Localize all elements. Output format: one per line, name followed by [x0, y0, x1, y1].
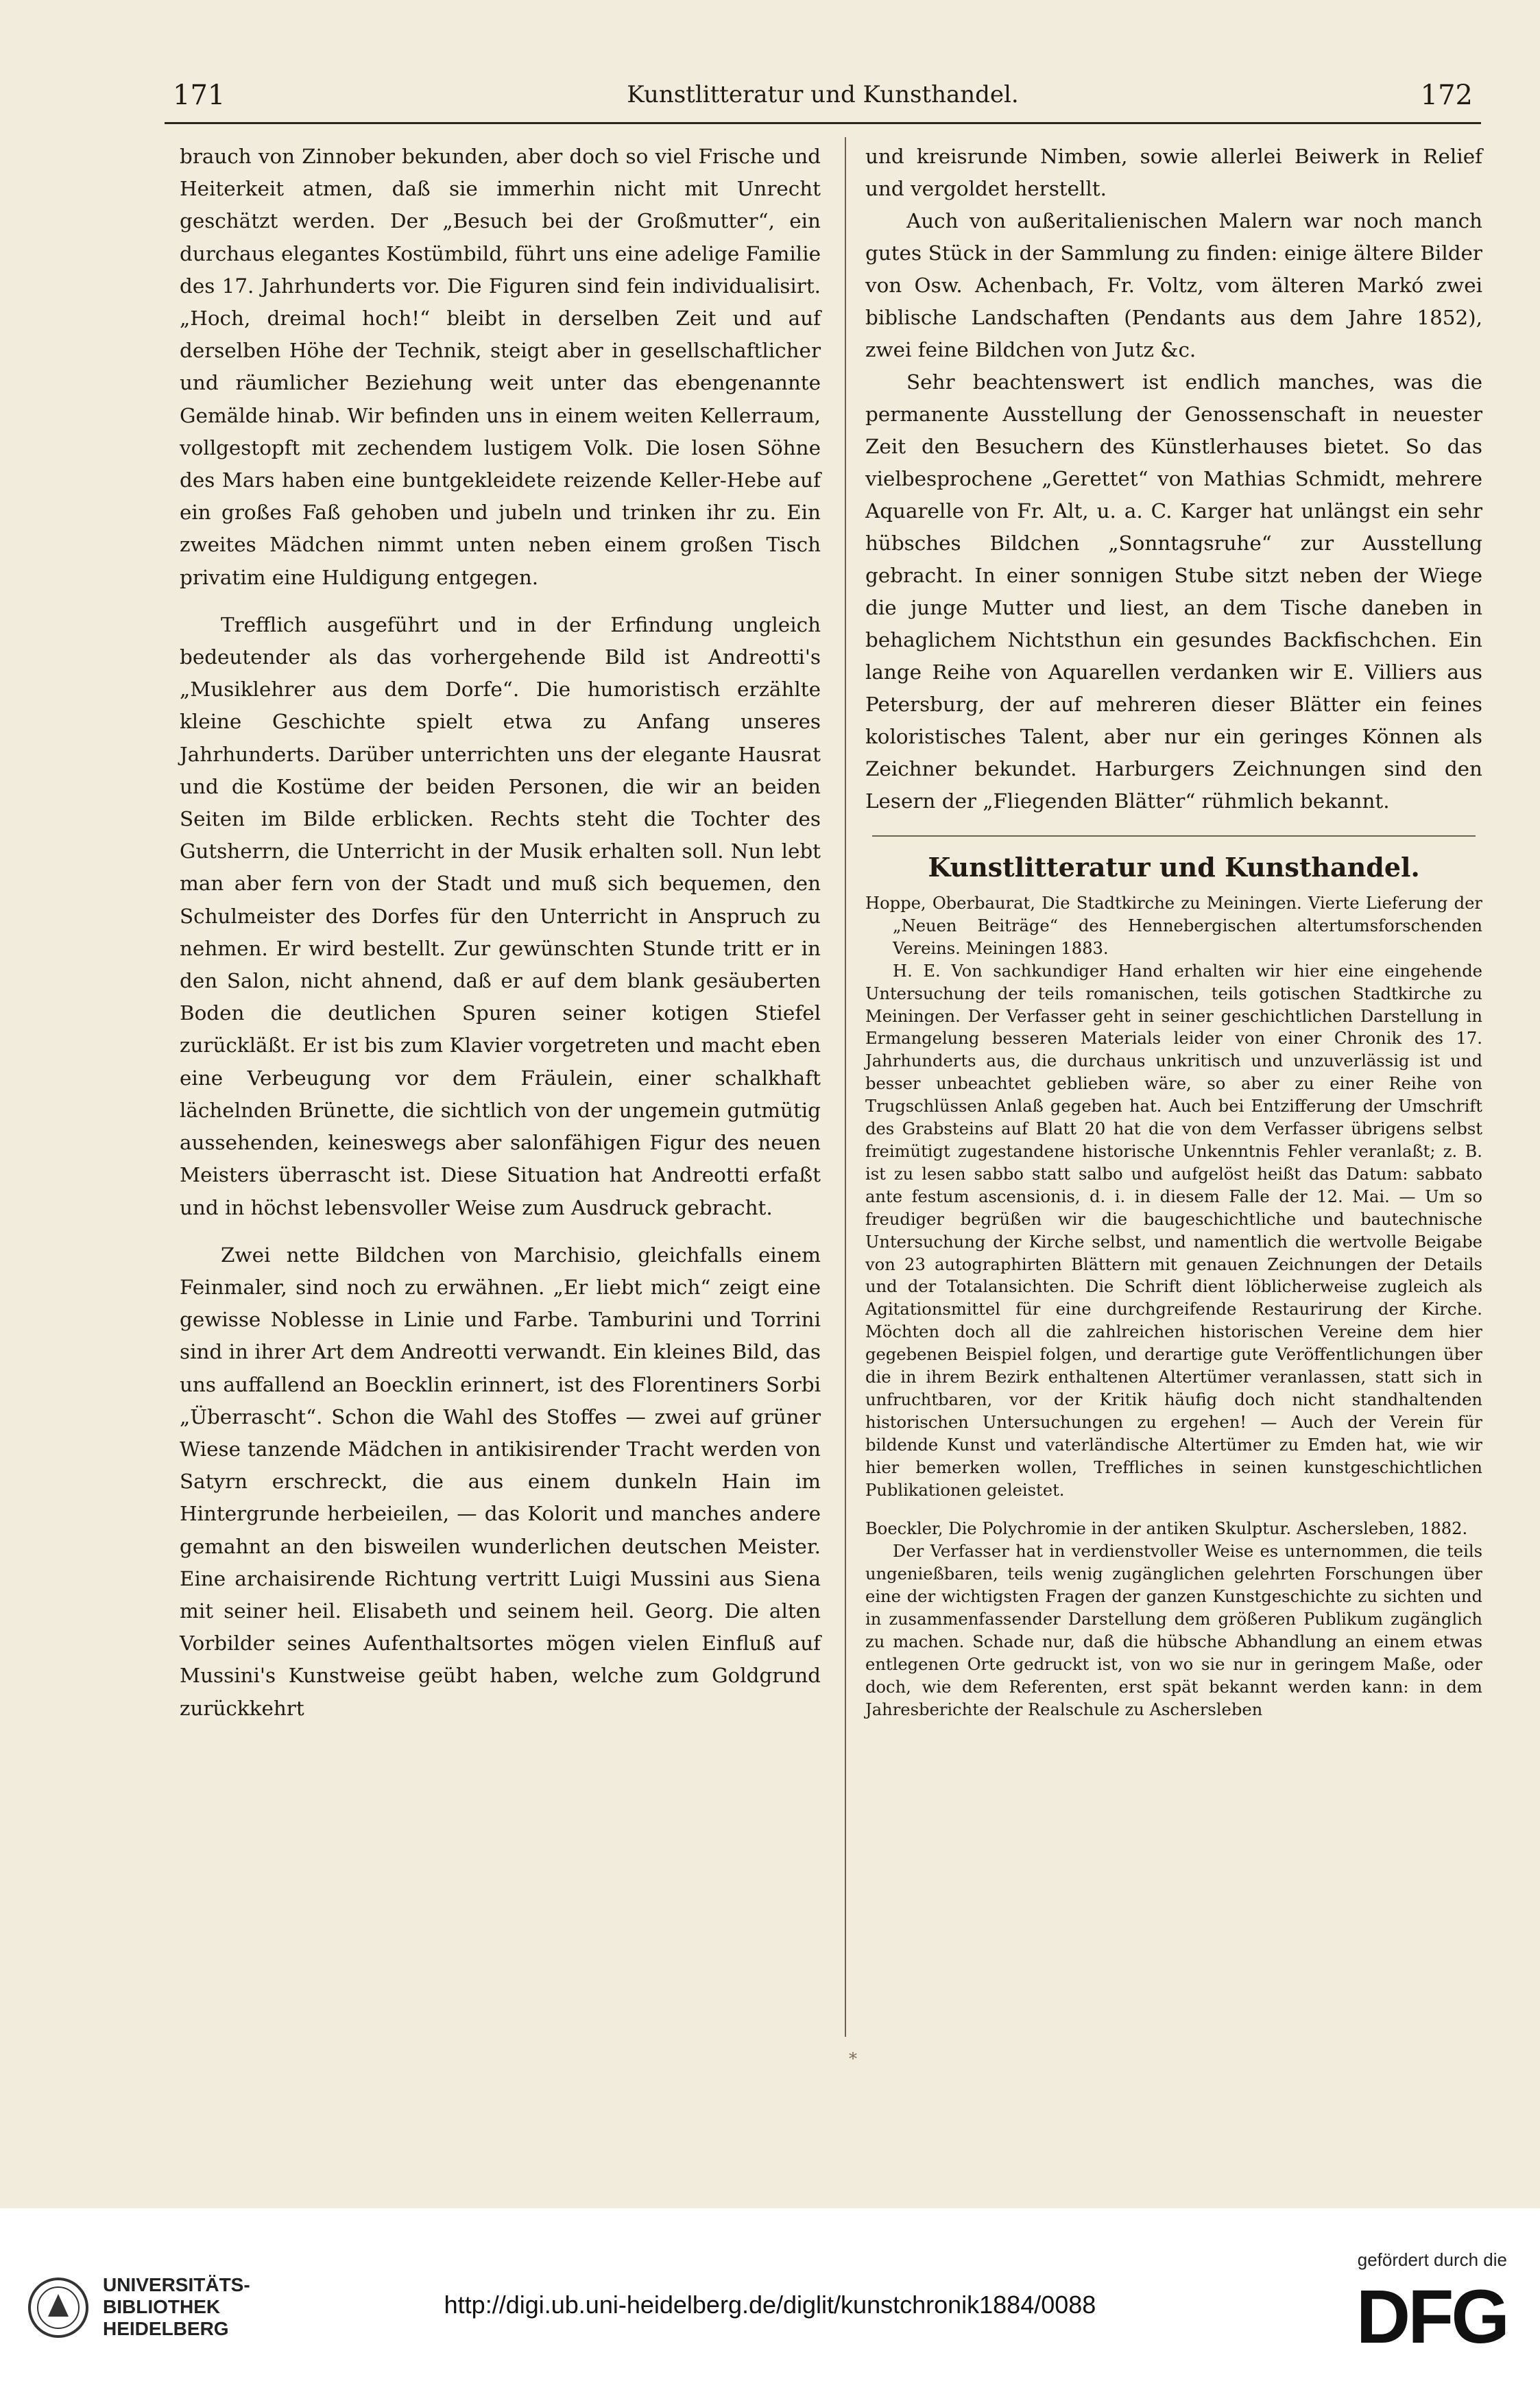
right-paragraph-3: Sehr beachtenswert ist endlich manches, was die permanente Ausstellung der Genossenschaft in neuester Zeit den Besuchern des Künstlerhauses bietet. So das vielbesprochene „Gerettet“ von Mathias Schmidt, mehrere Aquarelle von Fr. Alt, u. a. C. Karger hat unlängst ein sehr hübsches Bildchen „Sonntagsruhe“ zur Ausstellung gebracht. In einer sonnigen Stube sitzt neben der Wiege die junge Mutter und liest, an dem Tische daneben in behaglichem Nichtsthun ein gesundes Backfischchen. Ein lange Reihe von Aquarellen verdanken wir E. Villiers aus Petersburg, der auf mehreren dieser Blätter ein feines koloristisches Talent, aber nur ein geringes Können als Zeichner bekundet. Harburgers Zeichnungen sind den Lesern der „Fliegenden Blätter“ rühmlich bekannt.: [865, 370, 1482, 813]
running-head: [165, 74, 1481, 115]
right-paragraph-2: Auch von außeritalienischen Malern war noch manch gutes Stück in der Sammlung zu finden: einige ältere Bilder von Osw. Achenbach, Fr. Voltz, vom älteren Markó zwei biblische Landschaften (Pendants aus dem Jahre 1852), zwei feine Bildchen von Jutz &c.: [865, 209, 1482, 361]
institution-line-3: HEIDELBERG: [103, 2318, 229, 2339]
left-page-number: 171: [173, 80, 226, 111]
left-paragraph-3: Zwei nette Bildchen von Marchisio, gleichfalls einem Feinmaler, sind noch zu erwähnen. „Er liebt mich“ zeigt eine gewisse Noblesse in Linie und Farbe. Tamburini und Torrini sind in ihrer Art dem Andreotti verwandt. Ein kleines Bild, das uns auffallend an Boecklin erinnert, ist des Florentiners Sorbi „Überrascht“. Schon die Wahl des Stoffes — zwei auf grüner Wiese tanzende Mädchen in antikisirender Tracht werden von Satyrn erschreckt, die aus einem dunkeln Hain im Hintergrunde herbeieilen, — das Kolorit und manches andere gemahnt an den bisweilen wunderlichen deutschen Meister. Eine archaisirende Richtung vertritt Luigi Mussini aus Siena mit seiner heil. Elisabeth und seinem heil. Georg. Die alten Vorbilder seines Aufenthaltsortes mögen vielen Einfluß auf Mussini's Kunstweise geübt haben, welche zum Goldgrund zurückkehrt: [180, 1243, 821, 1720]
digitization-banner: [0, 2208, 1540, 2390]
left-paragraph-2: Trefflich ausgeführt und in der Erfindung ungleich bedeutender als das vorhergehende Bild ist Andreotti's „Musiklehrer aus dem Dorfe“. Die humoristisch erzählte kleine Geschichte spielt etwa zu Anfang unseres Jahrhunderts. Darüber unterrichten uns der elegante Hausrat und die Kostüme der beiden Personen, die wir an beiden Seiten im Bilde erblicken. Rechts steht die Tochter des Gutsherrn, die Unterricht in der Musik erhalten soll. Nun lebt man aber fern von der Stadt und muß sich bequemen, den Schulmeister des Dorfes für den Unterricht in Anspruch zu nehmen. Er wird bestellt. Zur gewünschten Stunde tritt er in den Salon, nicht ahnend, daß er auf dem blank gesäuberten Boden die deutlichen Spuren seiner kotigen Stiefel zurückläßt. Er ist bis zum Klavier vorgetreten und macht eben eine Verbeugung vor dem Fräulein, einer schalkhaft lächelnden Brünette, die sichtlich von der ungemein gutmütig aussehenden, keineswegs aber salonfähigen Figur des neuen Meisters überrascht ist. Diese Situation hat Andreotti erfaßt und in höchst lebensvoller Weise zum Ausdruck gebracht.: [180, 612, 821, 1219]
review-2-heading: Boeckler, Die Polychromie in der antiken Skulptur. Aschersleben, 1882.: [865, 1519, 1468, 1539]
header-rule: [165, 122, 1481, 124]
right-page-number: 172: [1420, 80, 1473, 111]
column-divider: [845, 137, 846, 2037]
section-rule: [872, 835, 1476, 837]
left-column: [180, 141, 821, 1725]
section-title: Kunstlitteratur und Kunsthandel.: [928, 852, 1420, 883]
funded-by-label: gefördert durch die: [1357, 2249, 1507, 2270]
left-paragraph-1: brauch von Zinnober bekunden, aber doch so viel Frische und Heiterkeit atmen, daß sie immerhin nicht mit Unrecht geschätzt werden. Der „Besuch bei der Großmutter“, ein durchaus elegantes Kostümbild, führt uns eine adelige Familie des 17. Jahrhunderts vor. Die Figuren sind fein individualisirt. „Hoch, dreimal hoch!“ bleibt in derselben Zeit und auf derselben Höhe der Technik, steigt aber in gesellschaftlicher und räumlicher Beziehung weit unter das ebengenannte Gemälde hinab. Wir befinden uns in einem weiten Kellerraum, vollgestopft mit zechendem lustigem Volk. Die losen Söhne des Mars haben eine buntgekleidete reizende Keller-Hebe auf ein großes Faß gehoben und jubeln und trinken ihr zu. Ein zweites Mädchen nimmt unten neben einem großen Tisch privatim eine Huldigung entgegen.: [180, 145, 821, 589]
signature-mark: *: [849, 2049, 857, 2068]
institution-line-1: UNIVERSITÄTS-: [103, 2274, 250, 2295]
right-paragraph-1: und kreisrunde Nimben, sowie allerlei Beiwerk in Relief und vergoldet herstellt.: [865, 145, 1482, 200]
review-gap: [865, 1501, 1482, 1518]
right-column: [865, 141, 1482, 1721]
source-url-link[interactable]: http://digi.ub.uni-heidelberg.de/diglit/kunstchronik1884/0088: [444, 2291, 1096, 2319]
review-2-body: Der Verfasser hat in verdienstvoller Weise es unternommen, die teils ungenießbaren, teils wenig zugänglichen gelehrten Forschungen über eine der wichtigsten Fragen der ganzen Kunstgeschichte zu sichten und in zusammenfassender Darstellung dem größeren Publikum zugänglich zu machen. Schade nur, daß die hübsche Abhandlung an einem etwas entlegenen Orte gedruckt ist, von wo sie nur in geringem Maße, oder doch, wie dem Referenten, erst spät bekannt werden kann: in dem Jahresberichte der Realschule zu Aschersleben: [865, 1542, 1482, 1719]
running-head-title: Kunstlitteratur und Kunsthandel.: [627, 81, 1019, 108]
dfg-logo: DFG: [1356, 2275, 1507, 2359]
institution-line-2: BIBLIOTHEK: [103, 2296, 221, 2317]
review-1-body: H. E. Von sachkundiger Hand erhalten wir hier eine eingehende Untersuchung der teils romanischen, teils gotischen Stadtkirche zu Meiningen. Der Verfasser geht in seiner geschichtlichen Darstellung in Ermangelung besseren Materials leider von einer Chronik des 17. Jahrhunderts aus, die durchaus unkritisch und unzuverlässig ist und besser unbeachtet geblieben wäre, so aber zu einer Reihe von Trugschlüssen Anlaß gegeben hat. Auch bei Entzifferung der Umschrift des Grabsteins auf Blatt 20 hat die von dem Verfasser übrigens selbst freimütigt zugestandene historische Unkenntnis Fehler veranlaßt; z. B. ist zu lesen sabbo statt salbo und aufgelöst heißt das Datum: sabbato ante festum ascensionis, d. i. in diesem Falle der 12. Mai. — Um so freudiger begrüßen wir die baugeschichtliche und bautechnische Untersuchung der Kirche selbst, und namentlich die wertvolle Beigabe von 23 autographirten Blättern mit genauen Zeichnungen der Details und der Totalansichten. Die Schrift dient löblicherweise zugleich als Agitationsmittel für eine durchgreifende Restaurirung der Kirche. Möchten doch all die zahlreichen historischen Vereine dem hier gegebenen Beispiel folgen, und derartige gute Veröffentlichungen über die in ihrem Bezirk enthaltenen Altertümer veranlassen, statt sich in unfruchtbaren, vor der Kritik häufig doch nicht standhaltenden historischen Untersuchungen zu ergehen! — Auch der Verein für bildende Kunst und vaterländische Altertümer zu Emden hat, wie wir hier bemerken wollen, Treffliches in seinen kunstgeschichtlichen Publikationen geleistet.: [865, 961, 1482, 1500]
review-1-heading: Hoppe, Oberbaurat, Die Stadtkirche zu Meiningen. Vierte Lieferung der „Neuen Beiträge“ des Hennebergischen altertumsforschenden Vereins. Meiningen 1883.: [865, 894, 1482, 958]
